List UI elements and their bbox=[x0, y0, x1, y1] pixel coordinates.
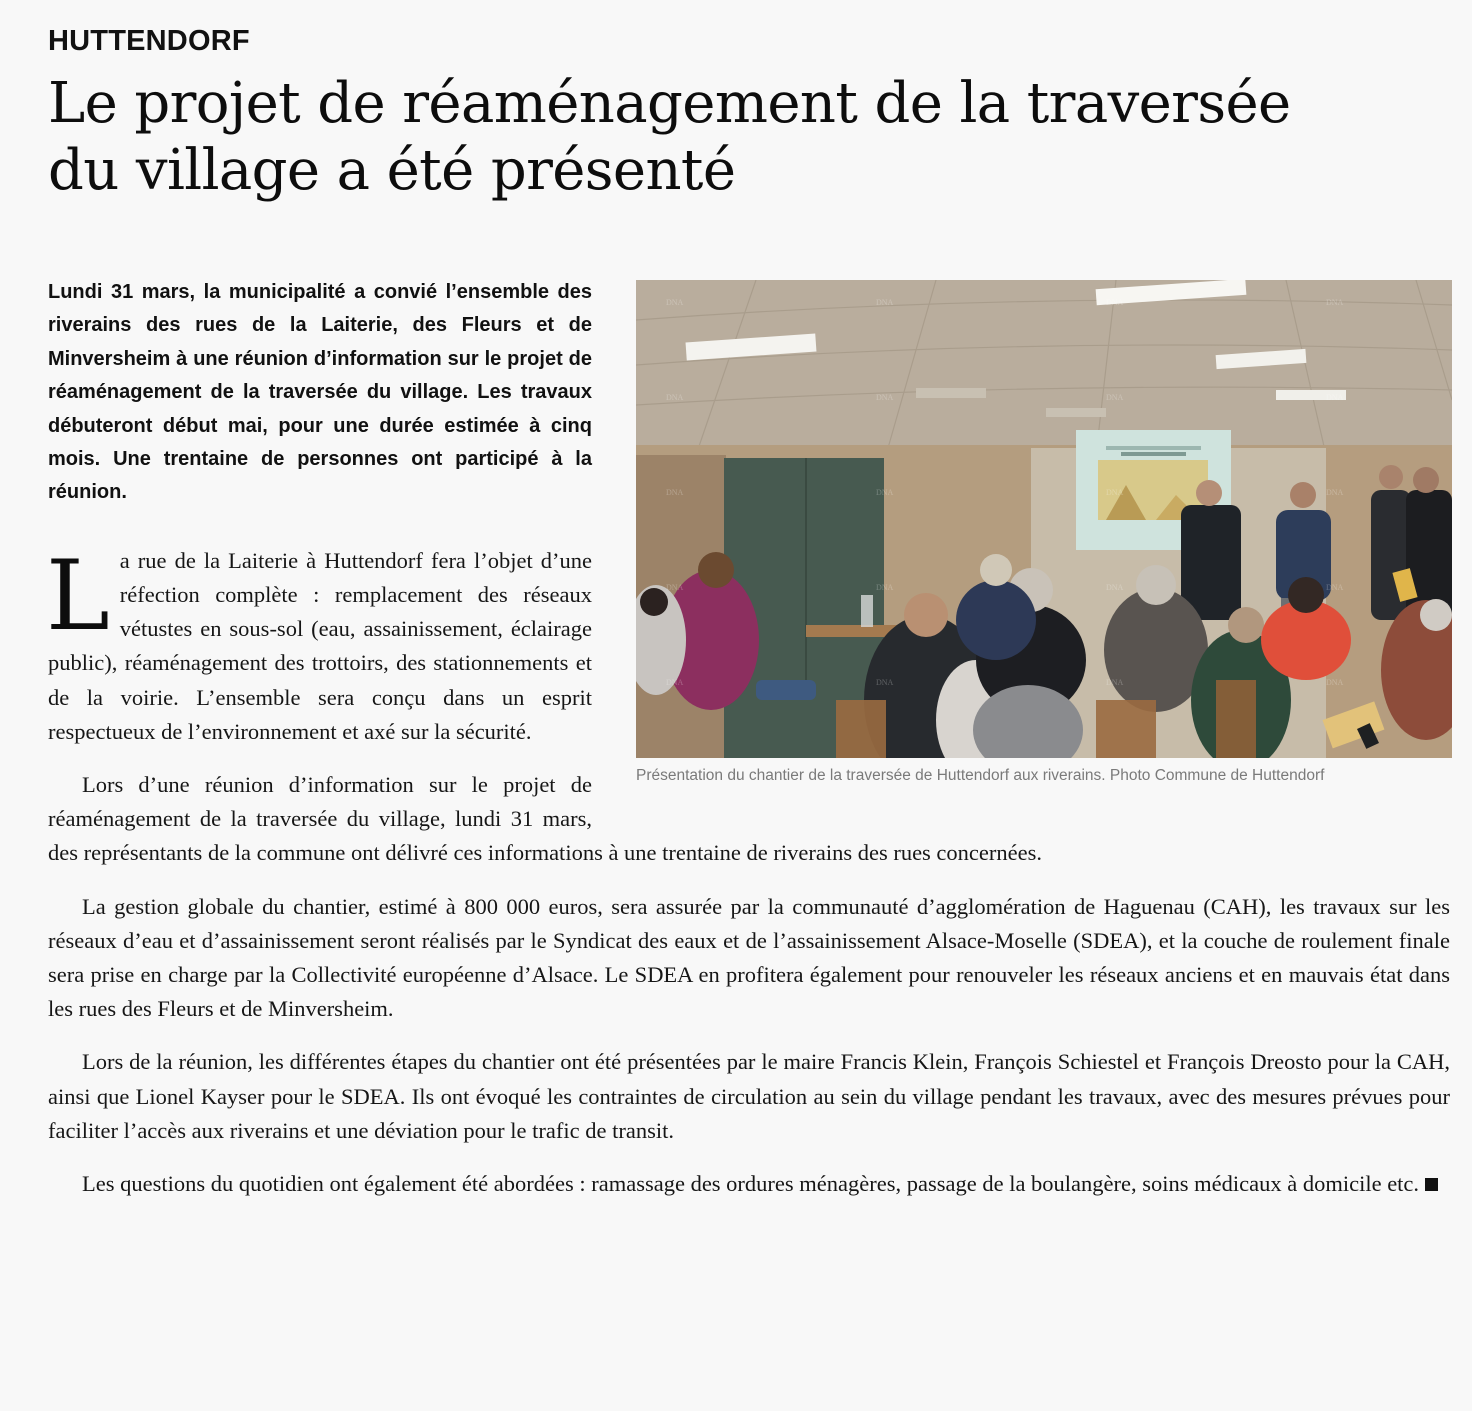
svg-text:DNA: DNA bbox=[666, 678, 684, 687]
article-figure bbox=[592, 276, 1450, 812]
svg-text:DNA: DNA bbox=[1106, 488, 1124, 497]
svg-text:DNA: DNA bbox=[1326, 298, 1344, 307]
meeting-photo bbox=[636, 280, 1452, 758]
article-lead: Lundi 31 mars, la municipalité a convié l’ensemble des riverains des rues de la Laiterie, des Fleurs et de Minversheim à une réunion d’information sur le projet de réaménagement de la traversée du village. Les travaux débuteront début mai, pour une durée estimée à cinq mois. Une trentaine de personnes ont participé à la réunion. bbox=[48, 281, 592, 504]
svg-text:DNA: DNA bbox=[1326, 393, 1344, 402]
svg-text:DNA: DNA bbox=[1106, 678, 1124, 687]
svg-text:DNA: DNA bbox=[1106, 583, 1124, 592]
svg-text:DNA: DNA bbox=[876, 678, 894, 687]
article-paragraph-text: Les questions du quotidien ont également été abordées : ramassage des ordures ménagères, passage de la boulangère, soins médicaux à domicile etc. bbox=[82, 1171, 1420, 1197]
drop-cap: L bbox=[46, 539, 110, 652]
article-title-line: Le projet de réaménagement de la traversée bbox=[48, 71, 1291, 136]
svg-text:DNA: DNA bbox=[1106, 298, 1124, 307]
article-kicker: HUTTENDORF bbox=[48, 25, 250, 57]
svg-text:DNA: DNA bbox=[876, 583, 894, 592]
article-title bbox=[48, 70, 1450, 204]
article-paragraph: Lors de la réunion, les différentes étapes du chantier ont été présentées par le maire Francis Klein, François Schiestel et François Dreosto pour la CAH, ainsi que Lionel Kayser pour le SDEA. Ils ont évoqué les contraintes de circulation au sein du village pendant les travaux, avec des mesures prévues pour faciliter l’accès aux riverains et une déviation pour le trafic de transit. bbox=[48, 1049, 1450, 1143]
article-paragraph-text: a rue de la Laiterie à Huttendorf fera l’objet d’une réfection complète : remplacement des réseaux vétustes en sous-sol (eau, assainissement, éclairage public), réaménagement des trottoirs, des stationnements et de la voirie. L’ensemble sera conçu dans un esprit respectueux de l’environnement et axé sur la sécurité. bbox=[48, 547, 592, 744]
svg-text:DNA: DNA bbox=[666, 298, 684, 307]
article-paragraph: La gestion globale du chantier, estimé à 800 000 euros, sera assurée par la communauté d’agglomération de Haguenau (CAH), les travaux sur les réseaux d’eau et d’assainissement seront réalisés par le Syndicat des eaux et de l’assainissement Alsace-Moselle (SDEA), et la couche de roulement finale sera prise en charge par la Collectivité européenne d’Alsace. Le SDEA en profitera également pour renouveler les réseaux anciens et en mauvais état dans les rues des Fleurs et de Minversheim. bbox=[48, 893, 1450, 1022]
svg-text:DNA: DNA bbox=[1326, 678, 1344, 687]
svg-text:DNA: DNA bbox=[1326, 583, 1344, 592]
svg-text:DNA: DNA bbox=[1106, 393, 1124, 402]
meeting-photo-illustration bbox=[636, 280, 1452, 758]
svg-text:DNA: DNA bbox=[666, 393, 684, 402]
svg-text:DNA: DNA bbox=[1326, 488, 1344, 497]
svg-text:DNA: DNA bbox=[666, 488, 684, 497]
end-mark-icon bbox=[1425, 1178, 1438, 1191]
svg-text:DNA: DNA bbox=[876, 393, 894, 402]
article-content bbox=[48, 276, 1450, 1220]
article-title-line: du village a été présenté bbox=[48, 138, 736, 203]
article bbox=[48, 22, 1450, 204]
svg-text:DNA: DNA bbox=[666, 583, 684, 592]
svg-text:DNA: DNA bbox=[876, 298, 894, 307]
article-paragraph bbox=[48, 1167, 1450, 1201]
svg-text:DNA: DNA bbox=[876, 488, 894, 497]
article-paragraph: Lors d’une réunion d’information sur le projet de réaménagement de la traversée du village, lundi 31 mars, des représentants de la commune ont délivré ces informations à une trentaine de riverains des rues concernées. bbox=[48, 772, 1042, 866]
photo-caption: Présentation du chantier de la traversée de Huttendorf aux riverains. Photo Commune de Huttendorf bbox=[636, 767, 1325, 784]
